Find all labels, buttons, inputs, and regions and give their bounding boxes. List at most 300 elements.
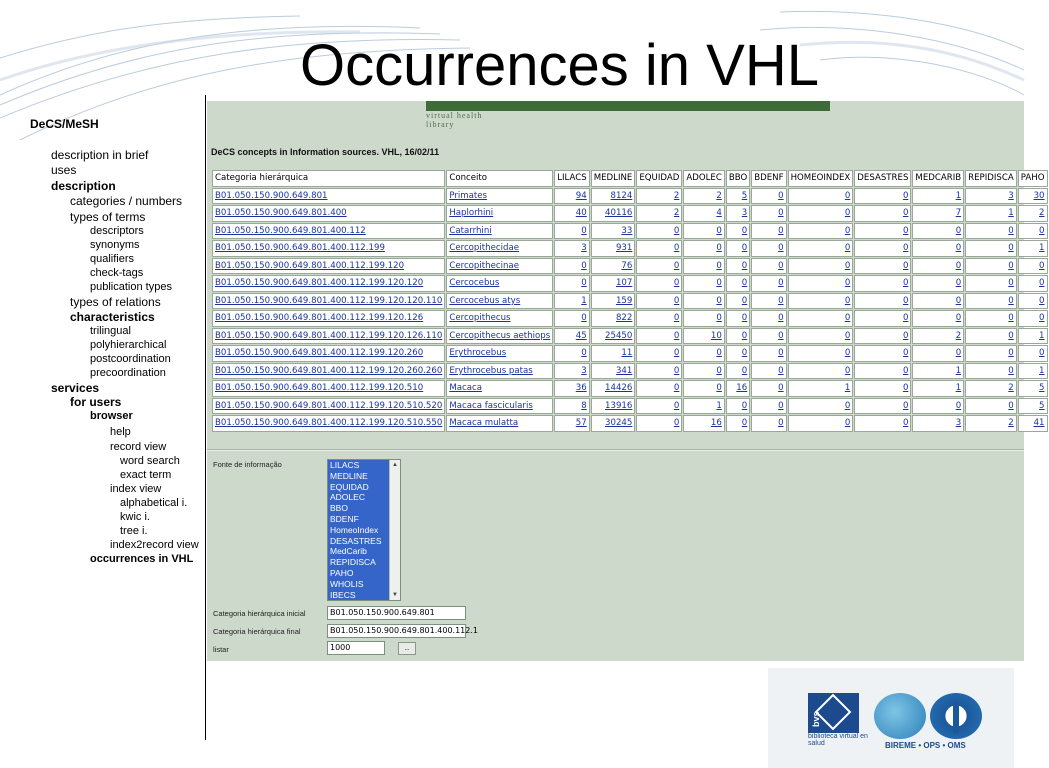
scroll-up-arrow-icon[interactable]: ▲ (392, 462, 398, 468)
outline-item: for users (70, 395, 122, 409)
source-option[interactable]: IBECS (328, 590, 390, 601)
table-cell (1018, 258, 1048, 275)
count-link[interactable]: 3 (741, 208, 748, 219)
table-cell (683, 328, 724, 345)
table-cell (212, 275, 445, 292)
count-link[interactable]: 2 (1008, 418, 1014, 429)
category-code-link[interactable]: B01.050.150.900.649.801.400.112.199.120.510.550 (215, 418, 443, 429)
count-link[interactable]: 0 (673, 348, 680, 359)
category-code-link[interactable]: B01.050.150.900.649.801.400.112.199.120.510.520 (215, 400, 443, 411)
count-link[interactable]: 0 (778, 278, 784, 289)
count-link[interactable]: 822 (615, 313, 633, 324)
table-cell (788, 240, 854, 257)
count-link[interactable]: 8124 (610, 190, 633, 201)
count-link[interactable]: 0 (1008, 260, 1014, 271)
outline-item: types of relations (70, 295, 161, 309)
count-link[interactable]: 1 (1039, 365, 1045, 376)
table-cell (554, 310, 590, 327)
category-code-link[interactable]: B01.050.150.900.649.801.400.112.199.120.260 (215, 348, 424, 359)
table-cell (554, 223, 590, 240)
count-link[interactable]: 0 (581, 348, 587, 359)
table-cell (446, 310, 553, 327)
source-option[interactable]: PAHO (328, 568, 390, 579)
count-link[interactable]: 0 (902, 330, 909, 341)
concept-link[interactable]: Primates (449, 190, 488, 201)
count-link[interactable]: 0 (1008, 365, 1014, 376)
count-link[interactable]: 2 (1008, 383, 1014, 394)
count-link[interactable]: 1 (955, 365, 962, 376)
count-link[interactable]: 159 (615, 295, 633, 306)
concept-link[interactable]: Macaca (449, 383, 482, 394)
table-cell (636, 275, 682, 292)
count-link[interactable]: 1 (1008, 208, 1014, 219)
table-cell (591, 205, 636, 222)
count-link[interactable]: 11 (621, 348, 633, 359)
table-cell (912, 240, 964, 257)
count-link[interactable]: 2 (1039, 208, 1045, 219)
count-link[interactable]: 931 (615, 243, 633, 254)
outline-item: qualifiers (90, 253, 135, 265)
count-link[interactable]: 0 (741, 295, 748, 306)
count-link[interactable]: 0 (778, 330, 784, 341)
count-link[interactable]: 0 (844, 190, 851, 201)
table-cell (788, 310, 854, 327)
count-link[interactable]: 0 (844, 278, 851, 289)
count-link[interactable]: 0 (955, 400, 962, 411)
count-link[interactable]: 41 (1033, 418, 1045, 429)
table-cell (751, 258, 786, 275)
count-link[interactable]: 16 (710, 418, 722, 429)
table-cell (683, 380, 724, 397)
table-cell (912, 363, 964, 380)
column-header: LILACS (554, 170, 590, 187)
count-link[interactable]: 0 (1039, 295, 1045, 306)
table-cell (912, 345, 964, 362)
category-code-link[interactable]: B01.050.150.900.649.801.400.112.199.120.120 (215, 278, 424, 289)
listbox-scrollbar[interactable] (389, 460, 400, 600)
column-header: BDENF (751, 170, 786, 187)
count-link[interactable]: 0 (673, 225, 680, 236)
table-cell (751, 363, 786, 380)
count-link[interactable]: 0 (844, 348, 851, 359)
table-row (212, 258, 1048, 275)
concept-link[interactable]: Erythrocebus (449, 348, 507, 359)
count-link[interactable]: 0 (955, 278, 962, 289)
count-link[interactable]: 2 (673, 208, 680, 219)
count-link[interactable]: 0 (673, 330, 680, 341)
category-code-link[interactable]: B01.050.150.900.649.801.400.112.199 (215, 243, 385, 254)
count-link[interactable]: 0 (902, 365, 909, 376)
concept-link[interactable]: Macaca mulatta (449, 418, 519, 429)
count-link[interactable]: 0 (902, 313, 909, 324)
category-code-link[interactable]: B01.050.150.900.649.801 (215, 190, 328, 201)
table-cell (636, 188, 682, 205)
count-link[interactable]: 0 (673, 383, 680, 394)
table-cell (854, 328, 911, 345)
count-link[interactable]: 5 (1039, 400, 1045, 411)
count-link[interactable]: 0 (673, 243, 680, 254)
category-code-link[interactable]: B01.050.150.900.649.801.400.112 (215, 225, 366, 236)
table-cell (726, 398, 750, 415)
table-cell (726, 363, 750, 380)
source-option[interactable]: REPIDISCA (328, 557, 390, 568)
table-cell (751, 275, 786, 292)
table-cell (446, 223, 553, 240)
table-cell (446, 240, 553, 257)
count-link[interactable]: 0 (673, 295, 680, 306)
category-code-link[interactable]: B01.050.150.900.649.801.400.112.199.120.126 (215, 313, 424, 324)
concept-link[interactable]: Cercocebus atys (449, 295, 521, 306)
submit-button[interactable]: .. (398, 642, 416, 655)
count-link[interactable]: 0 (778, 418, 784, 429)
vhl-logo-text: virtual health library (426, 111, 483, 129)
count-link[interactable]: 0 (1008, 348, 1014, 359)
count-link[interactable]: 0 (778, 383, 784, 394)
concept-link[interactable]: Cercocebus (449, 278, 500, 289)
table-cell (636, 310, 682, 327)
count-link[interactable]: 4 (716, 208, 722, 219)
count-link[interactable]: 0 (955, 313, 962, 324)
table-cell (854, 188, 911, 205)
count-link[interactable]: 0 (955, 295, 962, 306)
table-cell (726, 223, 750, 240)
category-code-link[interactable]: B01.050.150.900.649.801.400.112.199.120.260.260 (215, 365, 443, 376)
count-link[interactable]: 0 (716, 313, 722, 324)
category-code-link[interactable]: B01.050.150.900.649.801.400.112.199.120 (215, 260, 405, 271)
source-listbox[interactable] (327, 459, 401, 601)
table-cell (636, 345, 682, 362)
count-link[interactable]: 0 (673, 260, 680, 271)
list-count-input[interactable]: 1000 (327, 641, 385, 655)
count-link[interactable]: 0 (716, 383, 722, 394)
table-cell (751, 205, 786, 222)
count-link[interactable]: 7 (955, 208, 962, 219)
count-link[interactable]: 76 (621, 260, 633, 271)
count-link[interactable]: 0 (1039, 260, 1045, 271)
count-link[interactable]: 0 (902, 225, 909, 236)
concept-link[interactable]: Haplorhini (449, 208, 494, 219)
table-cell (446, 293, 553, 310)
count-link[interactable]: 0 (741, 260, 748, 271)
source-option[interactable]: DESASTRES (328, 536, 390, 547)
table-cell (912, 415, 964, 432)
count-link[interactable]: 8 (581, 400, 587, 411)
count-link[interactable]: 0 (778, 365, 784, 376)
count-link[interactable]: 0 (955, 260, 962, 271)
count-link[interactable]: 0 (844, 365, 851, 376)
start-category-input[interactable]: B01.050.150.900.649.801 (327, 606, 466, 620)
count-link[interactable]: 0 (581, 225, 587, 236)
count-link[interactable]: 0 (1008, 278, 1014, 289)
table-cell (591, 398, 636, 415)
count-link[interactable]: 0 (741, 278, 748, 289)
count-link[interactable]: 57 (575, 418, 587, 429)
table-cell (854, 415, 911, 432)
count-link[interactable]: 1 (716, 400, 722, 411)
outline-item: postcoordination (90, 353, 171, 365)
table-cell (965, 293, 1017, 310)
table-cell (726, 240, 750, 257)
count-link[interactable]: 40116 (605, 208, 633, 219)
count-link[interactable]: 2 (673, 190, 680, 201)
count-link[interactable]: 0 (673, 313, 680, 324)
count-link[interactable]: 94 (575, 190, 587, 201)
count-link[interactable]: 0 (741, 313, 748, 324)
column-header: BBO (726, 170, 750, 187)
table-cell (726, 380, 750, 397)
table-cell (788, 398, 854, 415)
source-option[interactable]: ADOLEC (328, 492, 390, 503)
count-link[interactable]: 0 (741, 400, 748, 411)
table-cell (788, 415, 854, 432)
count-link[interactable]: 0 (741, 418, 748, 429)
table-cell (212, 188, 445, 205)
count-link[interactable]: 0 (741, 365, 748, 376)
count-link[interactable]: 0 (1008, 313, 1014, 324)
count-link[interactable]: 0 (902, 418, 909, 429)
count-link[interactable]: 33 (621, 225, 633, 236)
outline-item: descriptors (90, 225, 144, 237)
count-link[interactable]: 36 (575, 383, 587, 394)
count-link[interactable]: 5 (1039, 383, 1045, 394)
table-cell (1018, 188, 1048, 205)
count-link[interactable]: 0 (716, 365, 722, 376)
count-link[interactable]: 0 (1039, 348, 1045, 359)
count-link[interactable]: 1 (1039, 330, 1045, 341)
source-option[interactable]: MEDLINE (328, 471, 390, 482)
column-header: ADOLEC (683, 170, 724, 187)
count-link[interactable]: 40 (575, 208, 587, 219)
count-link[interactable]: 0 (716, 243, 722, 254)
count-link[interactable]: 0 (673, 278, 680, 289)
concept-link[interactable]: Cercopithecus (449, 313, 511, 324)
count-link[interactable]: 3 (1008, 190, 1014, 201)
count-link[interactable]: 0 (902, 243, 909, 254)
count-link[interactable]: 1 (1039, 243, 1045, 254)
count-link[interactable]: 3 (581, 243, 587, 254)
count-link[interactable]: 0 (902, 278, 909, 289)
count-link[interactable]: 1 (581, 295, 587, 306)
count-link[interactable]: 0 (778, 400, 784, 411)
table-row (212, 310, 1048, 327)
count-link[interactable]: 0 (844, 260, 851, 271)
count-link[interactable]: 0 (902, 295, 909, 306)
count-link[interactable]: 0 (741, 330, 748, 341)
count-link[interactable]: 2 (955, 330, 962, 341)
source-option[interactable]: WHOLIS (328, 579, 390, 590)
table-cell (726, 415, 750, 432)
count-link[interactable]: 0 (716, 225, 722, 236)
count-link[interactable]: 0 (1039, 278, 1045, 289)
source-option[interactable]: BBO (328, 503, 390, 514)
count-link[interactable]: 0 (778, 225, 784, 236)
table-row (212, 328, 1048, 345)
table-cell (965, 328, 1017, 345)
count-link[interactable]: 0 (673, 400, 680, 411)
count-link[interactable]: 1 (955, 383, 962, 394)
count-link[interactable]: 0 (741, 225, 748, 236)
count-link[interactable]: 0 (1039, 313, 1045, 324)
source-option[interactable]: HomeoIndex (328, 525, 390, 536)
table-cell (788, 205, 854, 222)
count-link[interactable]: 0 (902, 260, 909, 271)
count-link[interactable]: 0 (778, 260, 784, 271)
count-link[interactable]: 0 (1008, 243, 1014, 254)
count-link[interactable]: 1 (955, 190, 962, 201)
count-link[interactable]: 16 (736, 383, 748, 394)
table-cell (683, 293, 724, 310)
table-cell (965, 240, 1017, 257)
category-code-link[interactable]: B01.050.150.900.649.801.400.112.199.120.126.110 (215, 330, 443, 341)
table-cell (554, 345, 590, 362)
count-link[interactable]: 2 (716, 190, 722, 201)
count-link[interactable]: 0 (844, 225, 851, 236)
count-link[interactable]: 30245 (605, 418, 633, 429)
table-cell (212, 363, 445, 380)
count-link[interactable]: 341 (615, 365, 633, 376)
count-link[interactable]: 45 (575, 330, 587, 341)
table-cell (591, 258, 636, 275)
count-link[interactable]: 0 (844, 313, 851, 324)
table-cell (212, 328, 445, 345)
category-code-link[interactable]: B01.050.150.900.649.801.400.112.199.120.510 (215, 383, 424, 394)
outline-item: synonyms (90, 239, 140, 251)
count-link[interactable]: 0 (581, 260, 587, 271)
table-cell (965, 398, 1017, 415)
outline-item: exact term (120, 469, 172, 481)
count-link[interactable]: 0 (955, 243, 962, 254)
column-header: HOMEOINDEX (788, 170, 854, 187)
count-link[interactable]: 0 (673, 365, 680, 376)
count-link[interactable]: 0 (1008, 295, 1014, 306)
table-cell (1018, 205, 1048, 222)
source-option[interactable]: MedCarib (328, 546, 390, 557)
partners-caption: BIREME • OPS • OMS (885, 741, 966, 750)
count-link[interactable]: 0 (778, 348, 784, 359)
count-link[interactable]: 0 (844, 418, 851, 429)
count-link[interactable]: 0 (741, 243, 748, 254)
count-link[interactable]: 0 (1008, 225, 1014, 236)
table-cell (683, 310, 724, 327)
bvs-logo (808, 693, 859, 733)
concept-link[interactable]: Cercopithecidae (449, 243, 519, 254)
table-cell (726, 310, 750, 327)
count-link[interactable]: 0 (955, 225, 962, 236)
count-link[interactable]: 0 (778, 190, 784, 201)
count-link[interactable]: 0 (844, 243, 851, 254)
table-row (212, 293, 1048, 310)
source-option[interactable]: EQUIDAD (328, 482, 390, 493)
count-link[interactable]: 0 (1008, 400, 1014, 411)
concept-link[interactable]: Erythrocebus patas (449, 365, 533, 376)
table-cell (554, 415, 590, 432)
count-link[interactable]: 0 (844, 400, 851, 411)
table-cell (683, 345, 724, 362)
table-cell (591, 328, 636, 345)
count-link[interactable]: 0 (778, 243, 784, 254)
count-link[interactable]: 0 (902, 400, 909, 411)
count-link[interactable]: 1 (844, 383, 851, 394)
source-option[interactable]: LILACS (328, 460, 390, 471)
count-link[interactable]: 0 (581, 313, 587, 324)
count-link[interactable]: 0 (902, 348, 909, 359)
count-link[interactable]: 0 (778, 313, 784, 324)
table-cell (854, 258, 911, 275)
count-link[interactable]: 25450 (605, 330, 633, 341)
count-link[interactable]: 0 (778, 208, 784, 219)
count-link[interactable]: 0 (844, 295, 851, 306)
count-link[interactable]: 0 (716, 348, 722, 359)
table-row (212, 205, 1048, 222)
concept-link[interactable]: Macaca fascicularis (449, 400, 533, 411)
count-link[interactable]: 0 (741, 348, 748, 359)
concept-link[interactable]: Catarrhini (449, 225, 492, 236)
table-cell (912, 223, 964, 240)
who-staff-icon (953, 700, 959, 734)
table-cell (591, 415, 636, 432)
source-option[interactable]: BDENF (328, 514, 390, 525)
count-link[interactable]: 3 (955, 418, 962, 429)
table-cell (726, 345, 750, 362)
table-cell (965, 223, 1017, 240)
count-link[interactable]: 107 (615, 278, 633, 289)
count-link[interactable]: 14426 (605, 383, 633, 394)
count-link[interactable]: 13916 (605, 400, 633, 411)
column-header: REPIDISCA (965, 170, 1017, 187)
table-cell (554, 380, 590, 397)
count-link[interactable]: 0 (955, 348, 962, 359)
count-link[interactable]: 0 (581, 278, 587, 289)
table-cell (591, 223, 636, 240)
count-link[interactable]: 0 (1008, 330, 1014, 341)
column-header: PAHO (1018, 170, 1048, 187)
count-link[interactable]: 0 (716, 278, 722, 289)
count-link[interactable]: 0 (716, 260, 722, 271)
category-code-link[interactable]: B01.050.150.900.649.801.400.112.199.120.120.110 (215, 295, 443, 306)
table-cell (854, 240, 911, 257)
count-link[interactable]: 30 (1033, 190, 1045, 201)
count-link[interactable]: 0 (844, 208, 851, 219)
bireme-globe-icon (874, 693, 926, 739)
count-link[interactable]: 0 (778, 295, 784, 306)
table-cell (446, 345, 553, 362)
outline-item: browser (90, 410, 133, 422)
concept-link[interactable]: Cercopithecinae (449, 260, 519, 271)
table-cell (965, 380, 1017, 397)
count-link[interactable]: 10 (710, 330, 722, 341)
table-cell (212, 310, 445, 327)
table-cell (212, 415, 445, 432)
scroll-down-arrow-icon[interactable]: ▼ (392, 592, 398, 598)
table-cell (683, 223, 724, 240)
count-link[interactable]: 3 (581, 365, 587, 376)
concept-link[interactable]: Cercopithecus aethiops (449, 330, 551, 341)
end-category-input[interactable]: B01.050.150.900.649.801.400.112.1 (327, 624, 466, 638)
bvs-caption: biblioteca virtual en salud (808, 733, 868, 747)
count-link[interactable]: 0 (902, 190, 909, 201)
table-cell (212, 380, 445, 397)
table-cell (591, 380, 636, 397)
table-cell (726, 328, 750, 345)
category-code-link[interactable]: B01.050.150.900.649.801.400 (215, 208, 347, 219)
count-link[interactable]: 0 (902, 208, 909, 219)
count-link[interactable]: 0 (1039, 225, 1045, 236)
count-link[interactable]: 0 (902, 383, 909, 394)
count-link[interactable]: 5 (741, 190, 748, 201)
count-link[interactable]: 0 (844, 330, 851, 341)
count-link[interactable]: 0 (673, 418, 680, 429)
count-link[interactable]: 0 (716, 295, 722, 306)
